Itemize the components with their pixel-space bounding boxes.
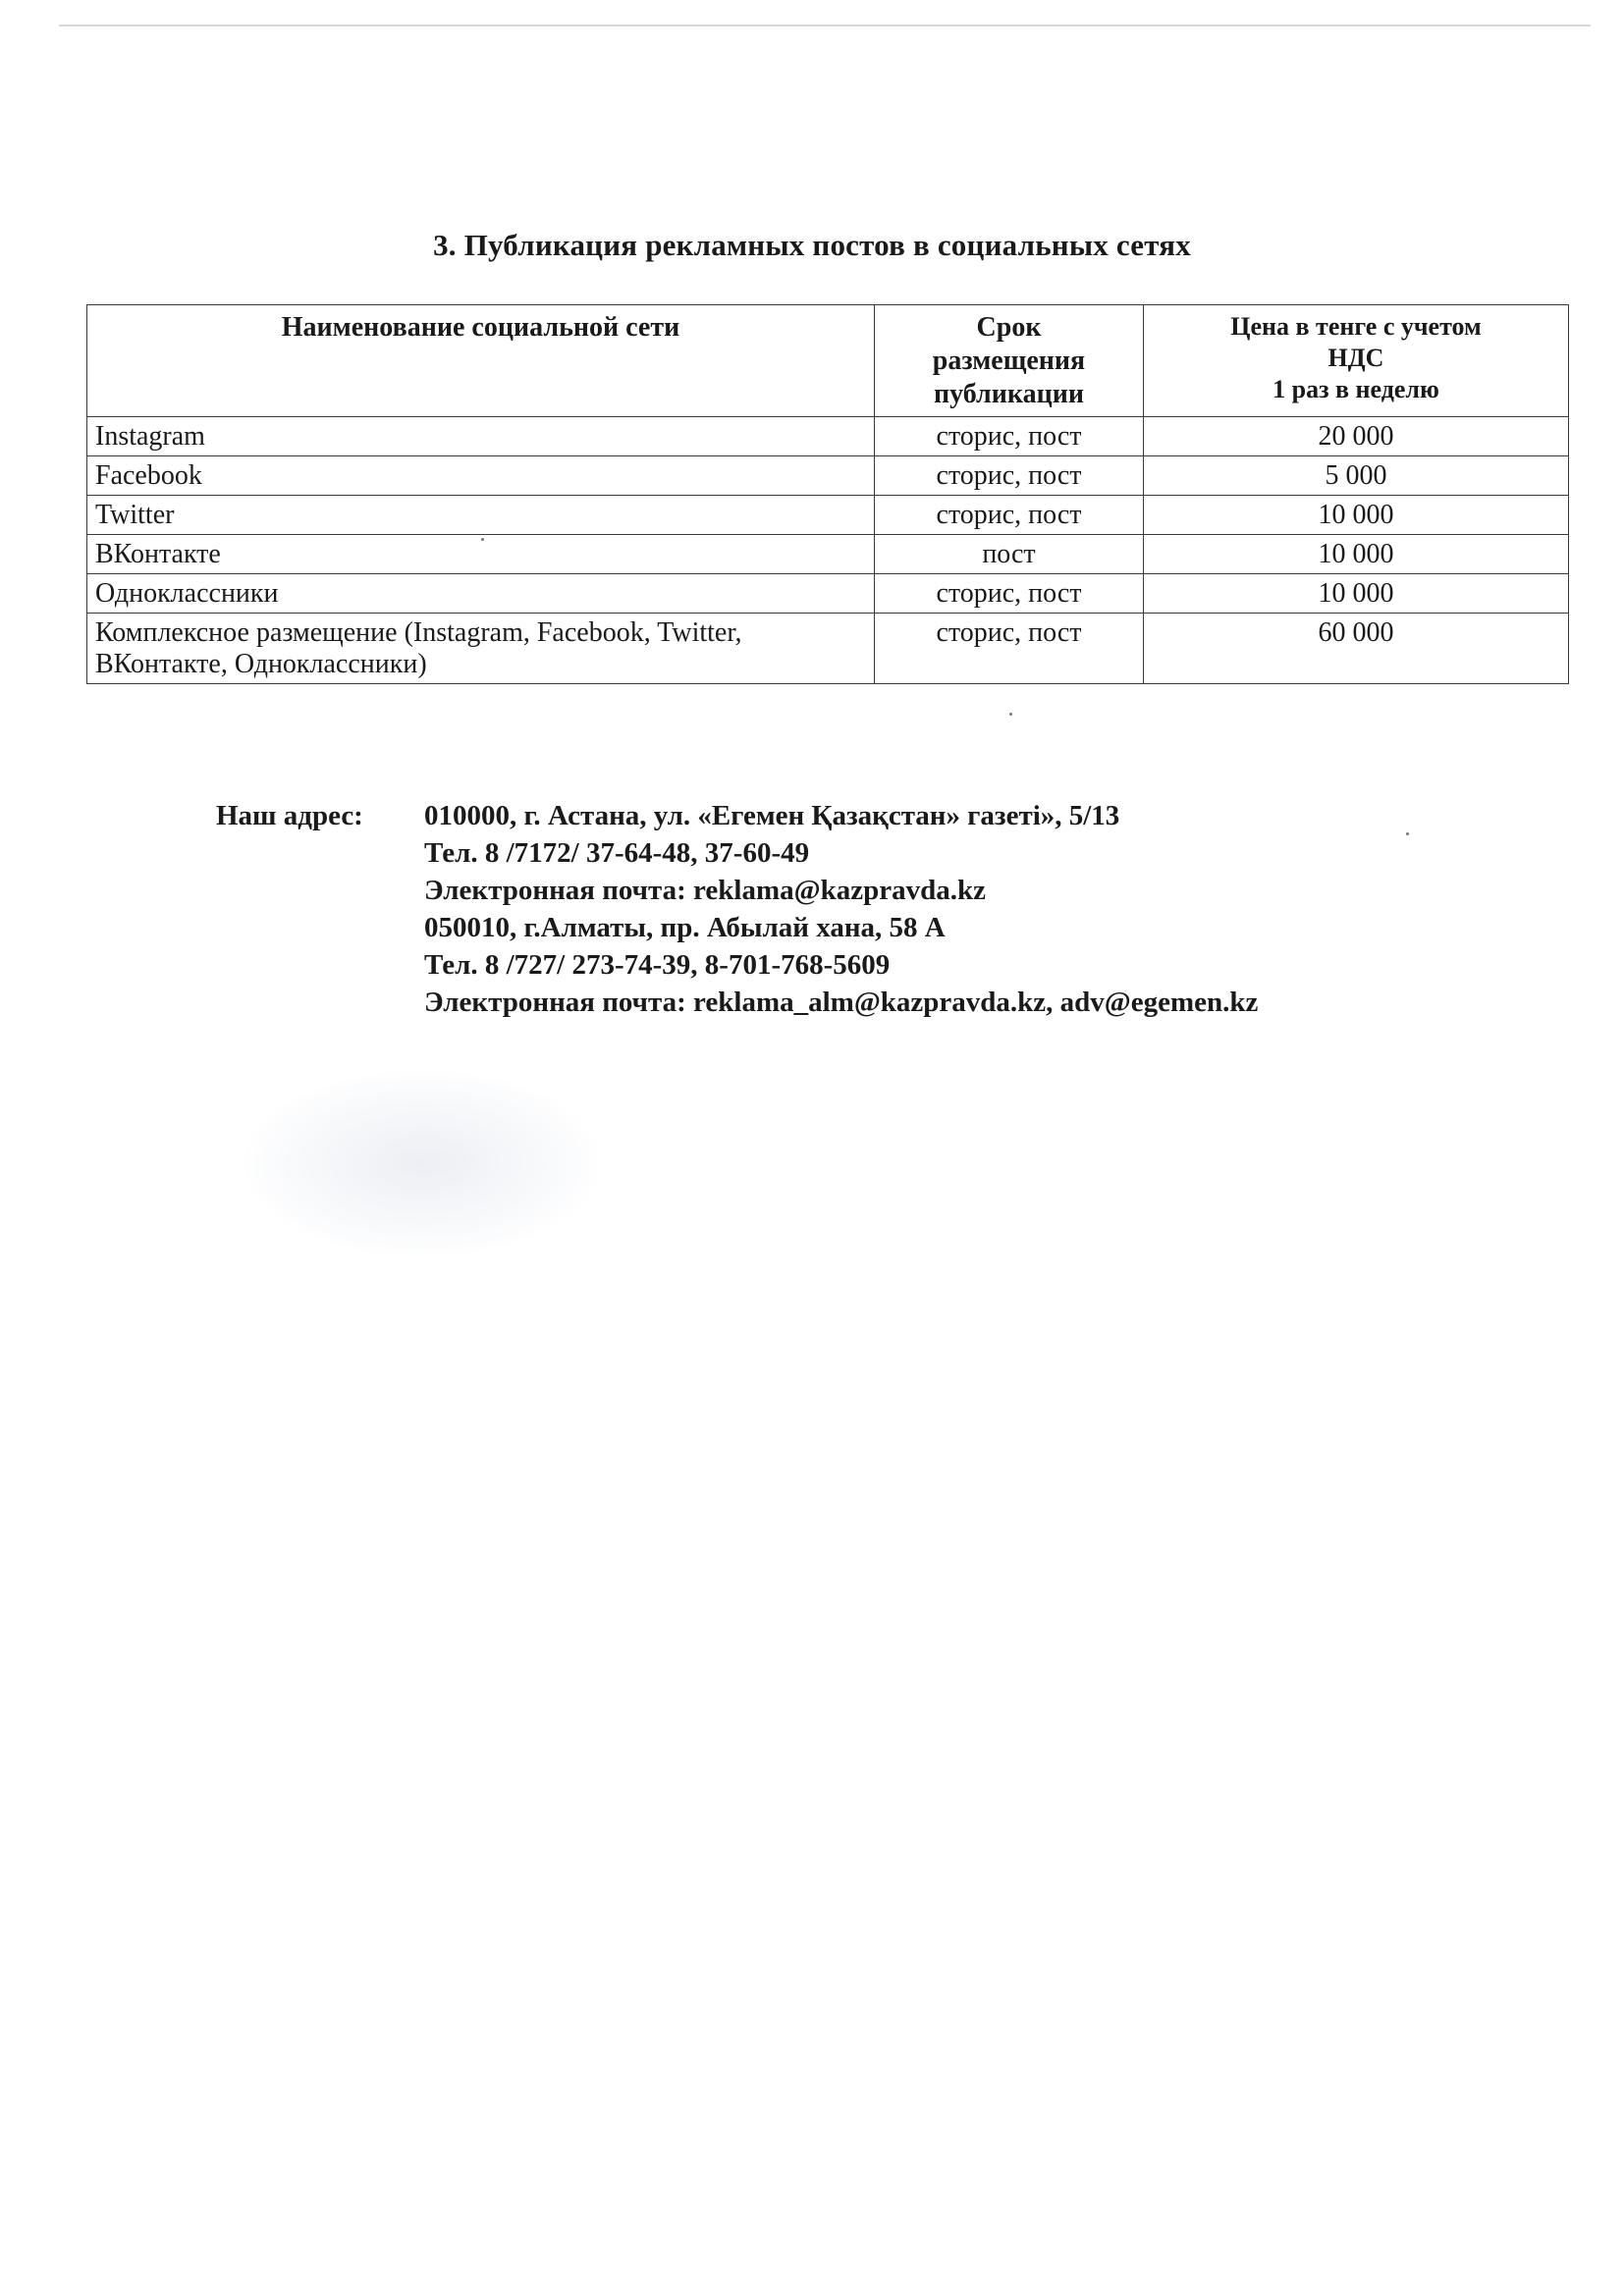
cell-price: 10 000 [1144,496,1569,535]
cell-term: сторис, пост [875,456,1144,496]
cell-price: 10 000 [1144,535,1569,574]
header-price-line: Цена в тенге с учетом [1230,312,1482,341]
header-price-line: НДС [1327,344,1384,372]
cell-network-name: Instagram [87,417,875,456]
cell-price: 20 000 [1144,417,1569,456]
cell-term: сторис, пост [875,614,1144,684]
header-term-line: размещения [932,346,1086,376]
table-header-row [87,305,1569,417]
cell-price: 5 000 [1144,456,1569,496]
cell-term: сторис, пост [875,574,1144,614]
cell-network-name: Одноклассники [87,574,875,614]
header-price-line: 1 раз в неделю [1272,375,1439,403]
cell-price: 60 000 [1144,614,1569,684]
address-line-almaty: 050010, г.Алматы, пр. Абылай хана, 58 А [424,912,946,943]
cell-price: 10 000 [1144,574,1569,614]
header-term-line: публикации [933,379,1084,409]
scan-edge-line [59,25,1591,27]
cell-term: пост [875,535,1144,574]
table-row [87,574,1569,614]
cell-network-name: Twitter [87,496,875,535]
table-row [87,614,1569,684]
cell-network-name: ВКонтакте [87,535,875,574]
table-row [87,496,1569,535]
email-line-astana: Электронная почта: reklama@kazpravda.kz [424,875,986,906]
cell-network-name: Комплексное размещение (Instagram, Facebook, Twitter, ВКонтакте, Одноклассники) [87,614,875,684]
address-label: Наш адрес: [216,800,363,831]
cell-term: сторис, пост [875,496,1144,535]
scan-smudge [245,1070,599,1256]
table-row [87,456,1569,496]
price-table [86,304,1569,684]
table-row [87,417,1569,456]
header-term-line: Срок [976,312,1042,343]
address-line-astana: 010000, г. Астана, ул. «Егемен Қазақстан» газеті», 5/13 [424,800,1120,831]
header-price [1144,305,1569,417]
address-lines [424,797,1258,1021]
header-social-network: Наименование социальной сети [87,305,875,417]
scan-speck [1406,832,1409,835]
cell-term: сторис, пост [875,417,1144,456]
phone-line-almaty: Тел. 8 /727/ 273-74-39, 8-701-768-5609 [424,949,891,981]
phone-line-astana: Тел. 8 /7172/ 37-64-48, 37-60-49 [424,837,810,869]
email-line-almaty: Электронная почта: reklama_alm@kazpravda.kz, adv@egemen.kz [424,987,1259,1018]
cell-network-name: Facebook [87,456,875,496]
table-row [87,535,1569,574]
header-term [875,305,1144,417]
section-title: 3. Публикация рекламных постов в социальных сетях [433,228,1191,262]
scan-speck [1009,713,1012,716]
